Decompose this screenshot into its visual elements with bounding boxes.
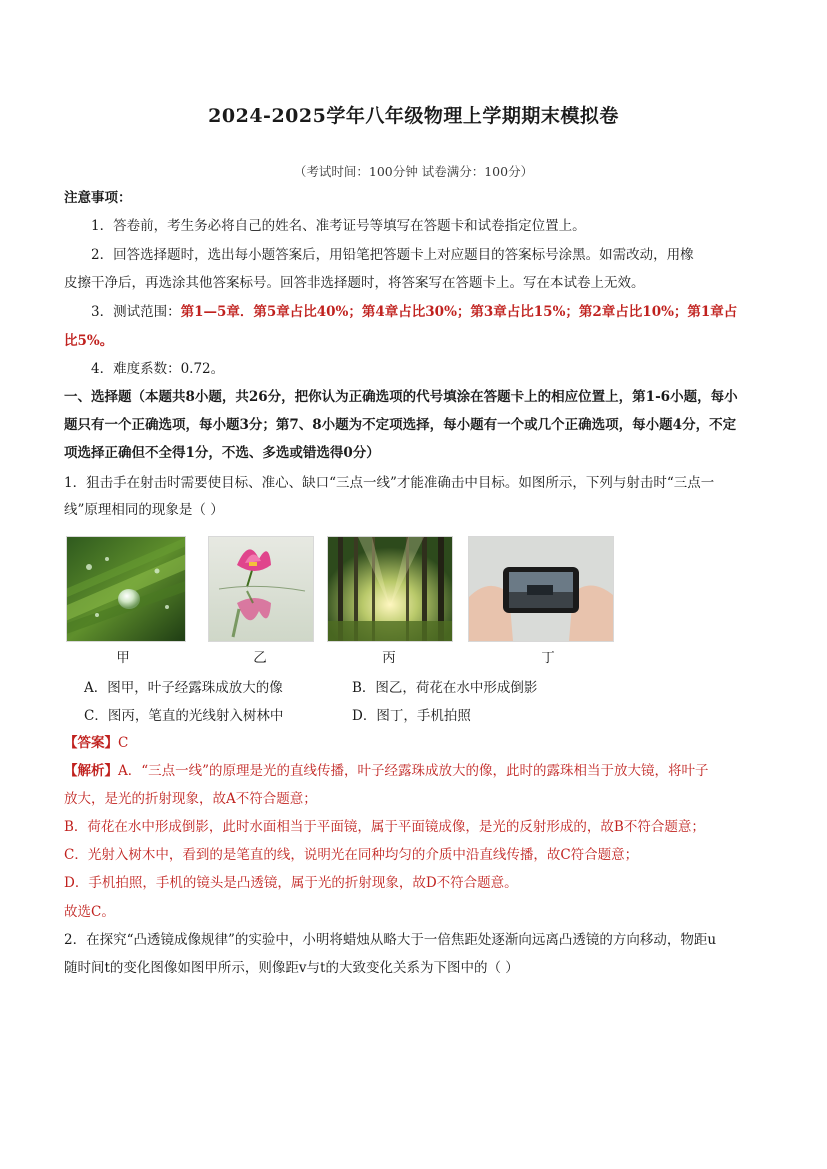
exam-info: （考试时间：100分钟 试卷满分：100分） [293, 164, 534, 179]
section-heading: 一、选择题（本题共8小题，共26分，把你认为正确选项的代号填涂在答题卡上的相应位置上，第1-6小题，每小 [64, 389, 738, 405]
notice-item-2: 2．回答选择题时，选出每小题答案后，用铅笔把答题卡上对应题目的答案标号涂黑。如需改动，用橡 [91, 247, 694, 263]
option-c: C．图丙，笔直的光线射入树林中 [84, 708, 284, 724]
q1-stem-cont: 线”原理相同的现象是（ ） [64, 502, 224, 518]
caption-bing: 丙 [382, 650, 396, 666]
analysis-c: C．光射入树木中，看到的是笔直的线，说明光在同种均匀的介质中沿直线传播，故C符合题意； [64, 847, 639, 863]
answer [64, 733, 764, 753]
test-scope-cont: 比5%。 [64, 333, 114, 349]
notice-item-1: 1．答卷前，考生务必将自己的姓名、准考证号等填写在答题卡和试卷指定位置上。 [91, 218, 586, 234]
q2-stem: 2．在探究“凸透镜成像规律”的实验中，小明将蜡烛从略大于一倍焦距处逐渐向远离凸透镜的方向移动，物距u [64, 932, 717, 948]
image-dewdrop-leaf [66, 536, 186, 642]
notice-item-2-cont: 皮擦干净后，再选涂其他答案标号。回答非选择题时，将答案写在答题卡上。写在本试卷上无效。 [64, 275, 645, 291]
notice-item-3 [91, 302, 791, 322]
analysis-label: 【解析】 [64, 763, 118, 779]
q2-stem-cont: 随时间t的变化图像如图甲所示，则像距v与t的大致变化关系为下图中的（ ） [64, 960, 519, 976]
analysis-b: B．荷花在水中形成倒影，此时水面相当于平面镜，属于平面镜成像，是光的反射形成的，故B不符合题意； [64, 819, 705, 835]
option-d: D．图丁，手机拍照 [352, 708, 471, 724]
caption-yi: 乙 [253, 650, 267, 666]
answer-label: 【答案】 [64, 735, 118, 751]
q1-stem: 1．狙击手在射击时需要使目标、准心、缺口“三点一线”才能准确击中目标。如图所示，下列与射击时“三点一 [64, 475, 715, 491]
section-heading-line-2: 题只有一个正确选项，每小题3分；第7、8小题为不定项选择，每小题有一个或几个正确选项，每小题4分，不定 [64, 417, 737, 433]
notice-heading: 注意事项： [64, 190, 132, 206]
caption-jia: 甲 [116, 650, 130, 666]
analysis-d: D．手机拍照，手机的镜头是凸透镜，属于光的折射现象，故D不符合题意。 [64, 875, 518, 891]
caption-ding: 丁 [541, 650, 555, 666]
conclusion: 故选C。 [64, 904, 115, 920]
option-b: B．图乙，荷花在水中形成倒影 [352, 680, 538, 696]
notice-item-4: 4．难度系数：0.72。 [91, 361, 225, 377]
image-lotus-reflection [208, 536, 314, 642]
analysis-a-cont: 放大，是光的折射现象，故A不符合题意； [64, 791, 317, 807]
section-heading-line-3: 项选择正确但不全得1分，不选、多选或错选得0分） [64, 445, 380, 461]
page-title: 2024-2025学年八年级物理上学期期末模拟卷 [208, 105, 619, 127]
analysis [64, 761, 764, 781]
notice-item-3-prefix: 3．测试范围： [91, 304, 181, 320]
image-forest-light [327, 536, 453, 642]
analysis-a: A．“三点一线”的原理是光的直线传播，叶子经露珠成放大的像，此时的露珠相当于放大镜，将叶子 [118, 763, 709, 779]
answer-value: C [118, 735, 129, 751]
image-phone-camera [468, 536, 614, 642]
test-scope: 第1—5章．第5章占比40%；第4章占比30%；第3章占比15%；第2章占比10%；第1章占 [180, 304, 738, 320]
option-a: A．图甲，叶子经露珠成放大的像 [84, 680, 283, 696]
